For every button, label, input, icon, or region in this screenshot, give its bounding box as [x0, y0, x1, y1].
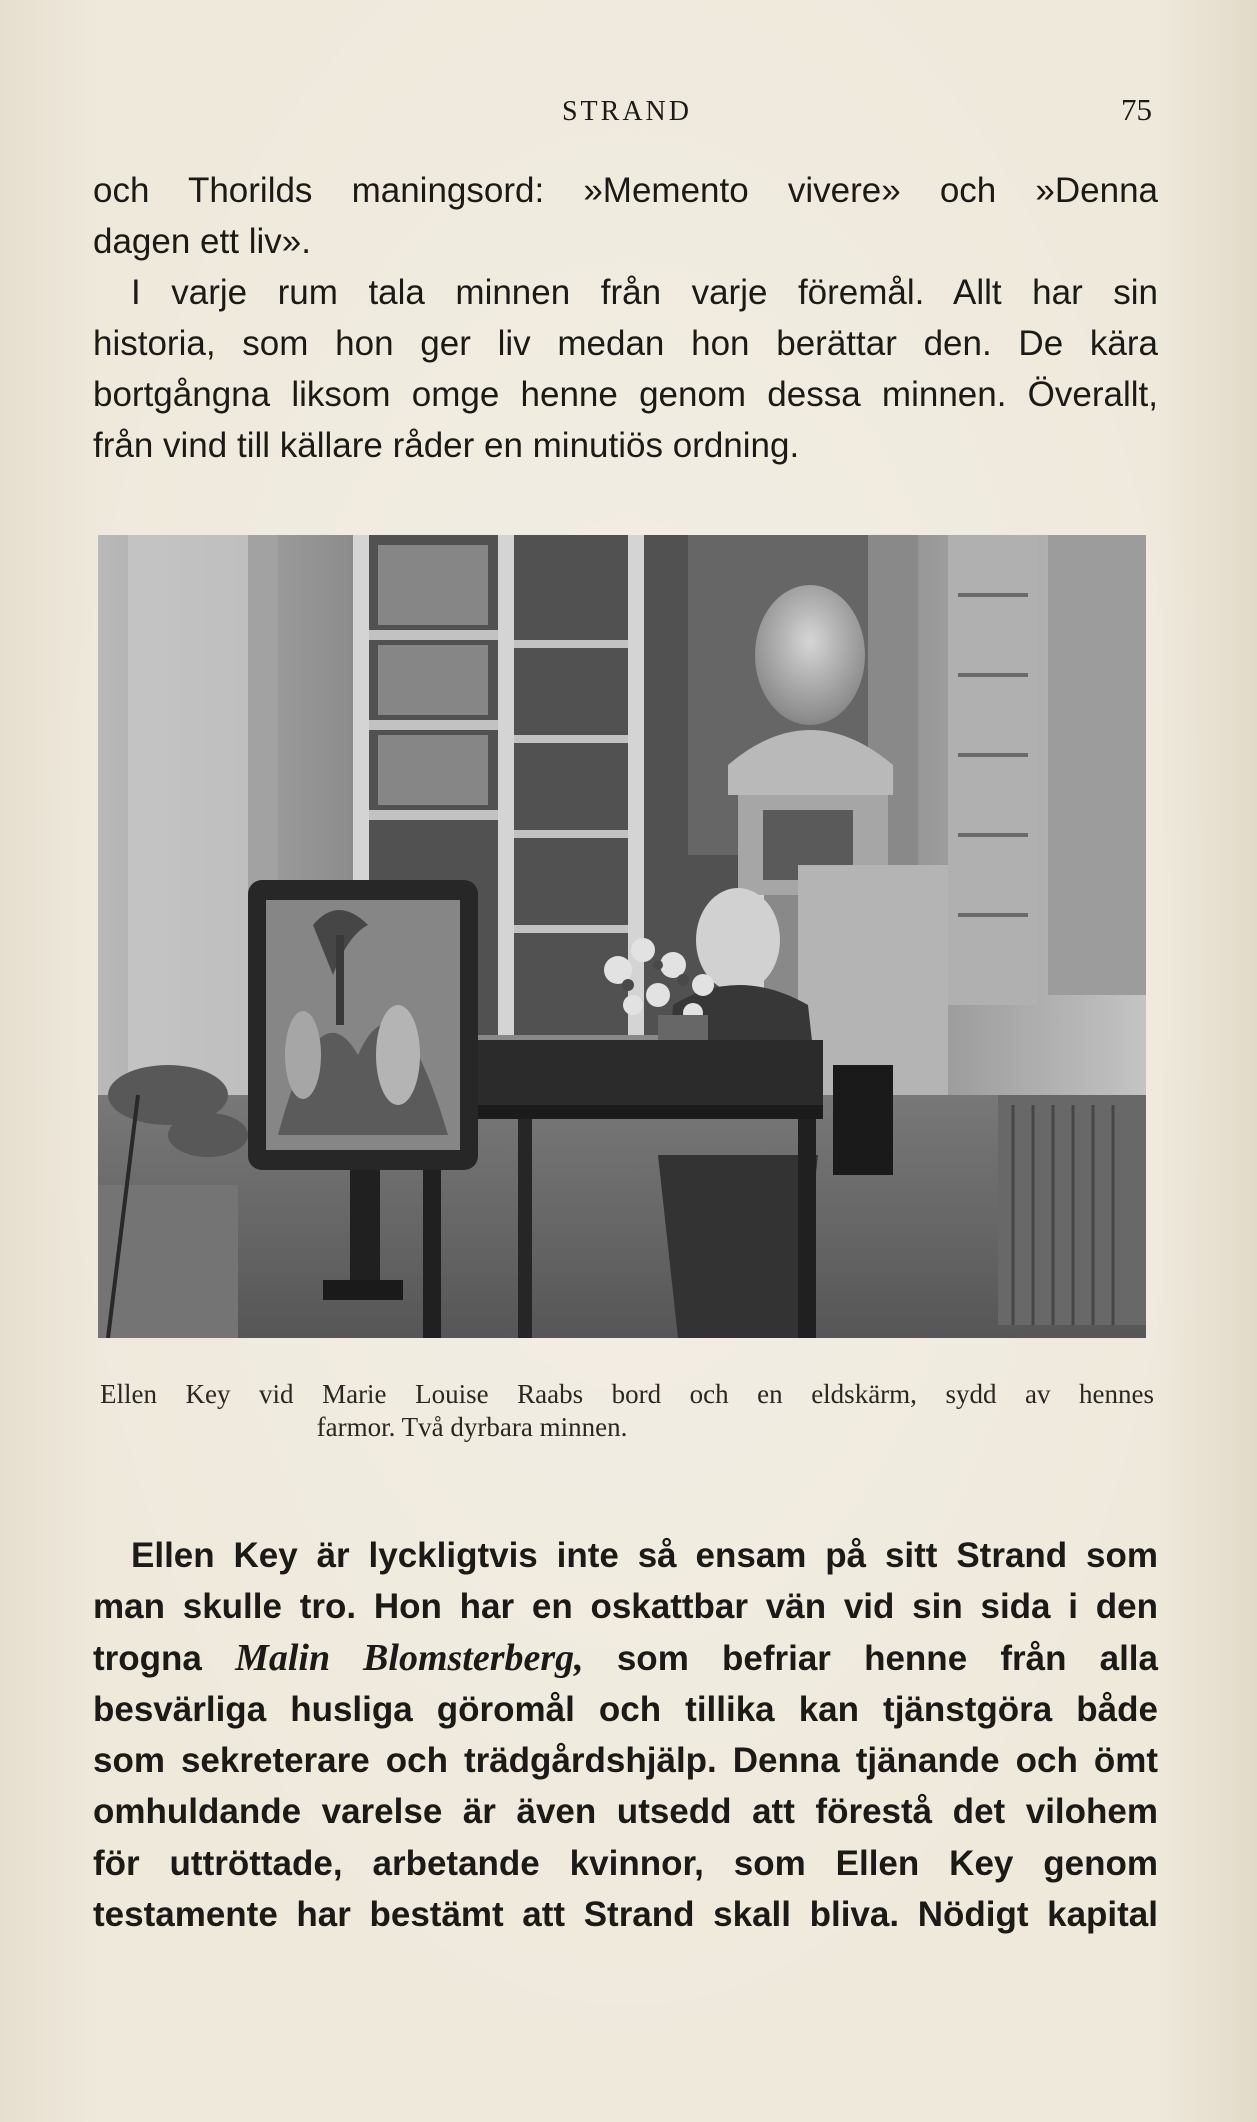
text-fragment: trogna — [93, 1638, 236, 1678]
photograph-illustration — [98, 535, 1146, 1338]
running-title: STRAND — [561, 96, 692, 127]
text-line: dagen ett liv». — [93, 222, 311, 261]
paragraph-3 — [93, 1530, 1158, 1940]
text-line: omhuldande varelse är även utsedd att förestå det vilohem — [93, 1792, 1158, 1832]
text-line: Ellen Key är lyckligtvis inte så ensam på sitt Strand som — [131, 1536, 1158, 1575]
text-line: bortgångna liksom omge henne genom dessa minnen. Överallt, — [93, 375, 1158, 414]
text-line: för uttröttade, arbetande kvinnor, som Ellen Key genom — [93, 1843, 1158, 1883]
paragraph-1 — [93, 165, 1158, 267]
text-line: besvärliga husliga göromål och tillika kan tjänstgöra både — [93, 1689, 1158, 1729]
paragraph-2 — [93, 267, 1158, 471]
caption-line: farmor. Två dyrbara minnen. — [316, 1412, 628, 1442]
text-line: från vind till källare råder en minutiös ordning. — [93, 426, 800, 465]
text-fragment: som befriar henne från alla — [583, 1638, 1159, 1678]
text-line: och Thorilds maningsord: »Memento vivere» och »Denna — [93, 171, 1158, 210]
person-name-italic: Malin Blomsterberg, — [235, 1636, 584, 1679]
page-number: 75 — [1121, 92, 1152, 127]
text-line: man skulle tro. Hon har en oskattbar vän vid sin sida i den — [93, 1587, 1158, 1627]
caption-line: Ellen Key vid Marie Louise Raabs bord och en eldskärm, sydd av hennes — [100, 1379, 1154, 1409]
running-head — [92, 92, 1162, 132]
text-line: historia, som hon ger liv medan hon berättar den. De kära — [93, 324, 1158, 363]
photograph-ellen-key-at-desk — [98, 535, 1146, 1338]
text-line — [93, 1633, 1158, 1684]
text-line: som sekreterare och trädgårdshjälp. Denna tjänande och ömt — [93, 1741, 1158, 1781]
figure-caption — [100, 1378, 1154, 1444]
text-line: testamente har bestämt att Strand skall bliva. Nödigt kapital — [93, 1895, 1158, 1935]
text-line: I varje rum tala minnen från varje föremål. Allt har sin — [131, 273, 1158, 312]
